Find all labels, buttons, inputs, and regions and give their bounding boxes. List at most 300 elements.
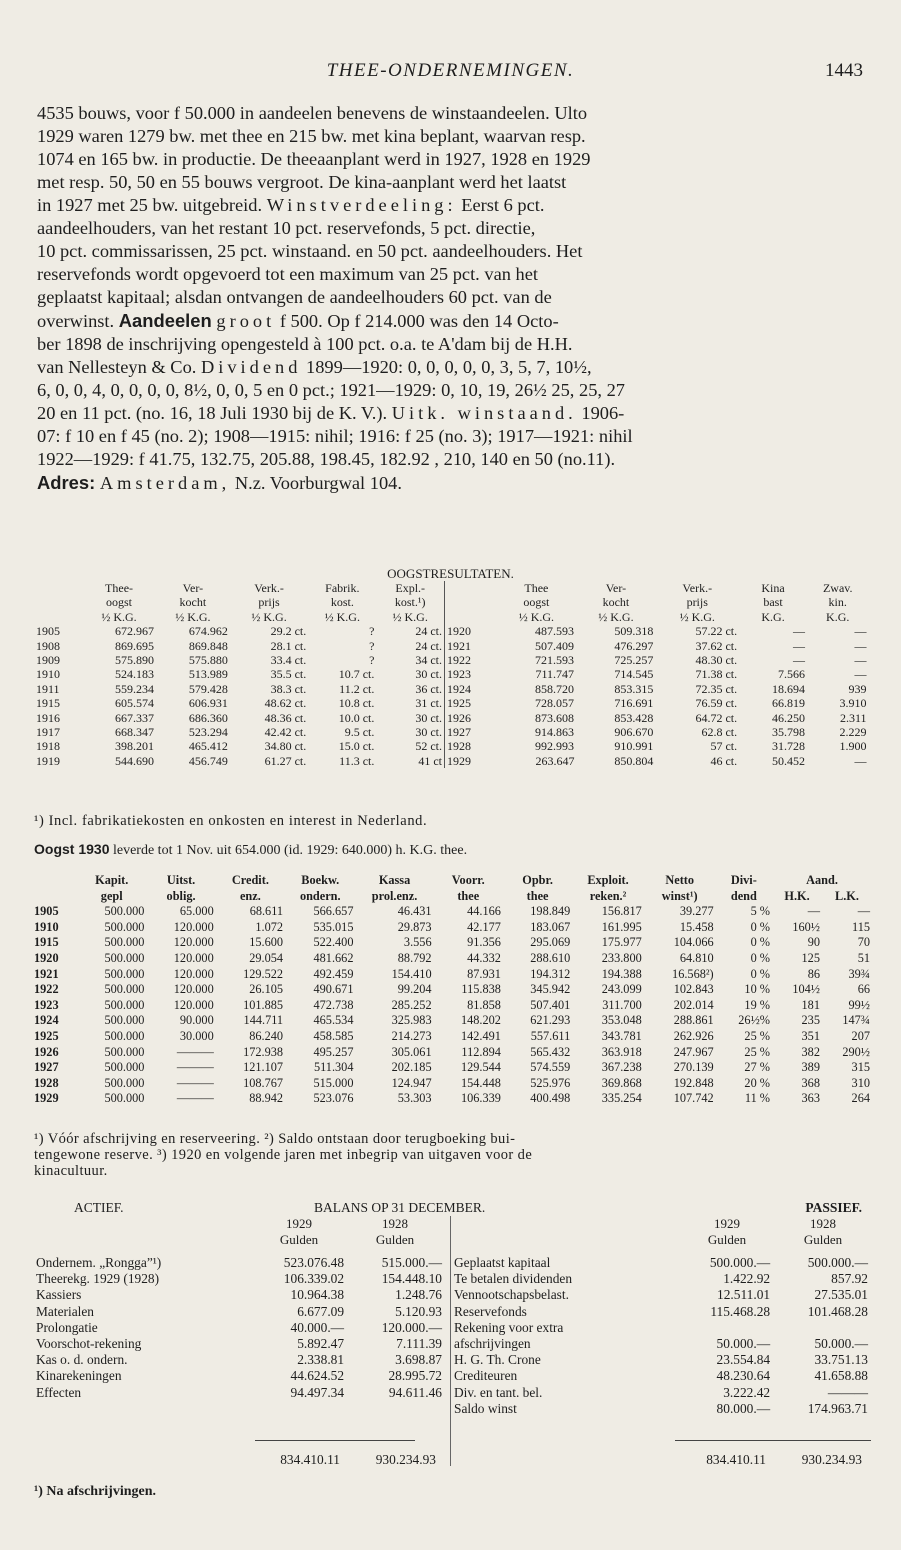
balance-value-1929: 115.468.28 <box>710 1303 771 1319</box>
text-run: van Nellesteyn & Co. <box>37 357 197 377</box>
value-cell: 0 % <box>750 935 771 950</box>
value-cell: 10 % <box>744 982 771 997</box>
value-cell: 57.22 ct. <box>695 624 738 639</box>
table-header-row <box>34 581 444 595</box>
value-cell: 107.742 <box>673 1091 714 1106</box>
header-cell: prijs <box>686 595 708 610</box>
value-cell: 263.647 <box>535 753 575 768</box>
passief-label: PASSIEF. <box>805 1200 862 1215</box>
value-cell: 30 ct. <box>415 667 442 682</box>
balance-label: Crediteuren <box>454 1368 518 1384</box>
value-cell: 88.942 <box>249 1091 284 1106</box>
value-cell: 46.250 <box>771 710 805 725</box>
table-row <box>445 696 869 710</box>
value-cell: 90 <box>807 935 820 950</box>
balance-value-1928: 174.963.71 <box>807 1400 868 1416</box>
year-cell <box>34 595 82 609</box>
header-cell: K.G. <box>826 609 850 624</box>
year-cell: 1910 <box>36 667 60 682</box>
header-cell: kost.¹) <box>394 595 426 610</box>
value-cell: 1.900 <box>839 739 867 754</box>
value-cell: — <box>854 653 867 668</box>
balance-row <box>452 1401 870 1417</box>
table-header-row <box>445 610 869 624</box>
value-cell: 154.410 <box>391 966 432 981</box>
text-line: 1922—1929: f 41.75, 132.75, 205.88, 198.45, 182.92 , 210, 140 en 50 (no.11). <box>37 449 616 469</box>
value-cell: 910.991 <box>614 739 654 754</box>
value-cell: 129.544 <box>460 1060 501 1075</box>
financial-notes <box>34 1131 868 1179</box>
value-cell: 15.600 <box>249 935 284 950</box>
value-cell: 38.3 ct. <box>270 681 307 696</box>
balance-label: H. G. Th. Crone <box>454 1352 541 1368</box>
balance-value-1928: 120.000.— <box>381 1319 442 1335</box>
value-cell: 48.30 ct. <box>695 653 738 668</box>
text-run: 20 en 11 pct. (no. 16, 18 Juli 1930 bij de K. V.). <box>37 403 388 423</box>
value-cell: — <box>854 753 867 768</box>
value-cell: 10.7 ct. <box>338 667 375 682</box>
value-cell: 161.995 <box>601 919 642 934</box>
text-line: met resp. 50, 50 en 55 bouws vergroot. De kina-aanplant werd het laatst <box>37 172 567 192</box>
value-cell: — <box>807 904 820 919</box>
balance-row <box>34 1352 444 1368</box>
year-cell <box>445 610 497 624</box>
company-description <box>37 102 867 495</box>
value-cell: 524.183 <box>114 667 154 682</box>
header-cell: kost. <box>330 595 354 610</box>
value-cell: 906.670 <box>614 725 654 740</box>
balance-value-1929: 94.497.34 <box>290 1384 345 1400</box>
value-cell: 621.293 <box>530 1013 571 1028</box>
year-cell: 1926 <box>34 1044 59 1059</box>
balance-label: Materialen <box>36 1303 94 1319</box>
value-cell: 500.000 <box>104 904 145 919</box>
value-cell: 575.890 <box>114 653 154 668</box>
table-row <box>32 1029 872 1045</box>
value-cell: 472.738 <box>313 997 354 1012</box>
value-cell: 148.202 <box>460 1013 501 1028</box>
value-cell: 295.069 <box>530 935 571 950</box>
table-row <box>32 904 872 920</box>
text-line <box>37 402 867 425</box>
value-cell: 115 <box>852 919 870 934</box>
balance-value-1928: 27.535.01 <box>814 1287 868 1303</box>
value-cell: 858.720 <box>535 681 575 696</box>
header-cell: Zwav. <box>822 581 853 595</box>
value-cell: 11 % <box>744 1091 771 1106</box>
balance-value-1928: 50.000.— <box>814 1336 868 1352</box>
value-cell: 70 <box>857 935 870 950</box>
table-row <box>445 725 869 739</box>
page-header <box>0 58 901 88</box>
year-cell <box>32 889 77 905</box>
value-cell: 35.798 <box>771 725 805 740</box>
value-cell: 481.662 <box>313 950 354 965</box>
value-cell: 325.983 <box>391 1013 432 1028</box>
value-cell: 495.257 <box>313 1044 354 1059</box>
unit-label: Gulden <box>707 1232 747 1247</box>
value-cell: 115.838 <box>461 982 501 997</box>
value-cell: 869.848 <box>188 638 228 653</box>
balance-value-1928: 101.468.28 <box>807 1303 868 1319</box>
value-cell: 160½ <box>792 919 820 934</box>
header-cell: Boekw. <box>301 873 340 887</box>
value-cell: 91.356 <box>467 935 501 950</box>
value-cell: 41 ct <box>418 753 442 768</box>
year-cell: 1915 <box>36 696 60 711</box>
value-cell: 26½% <box>738 1013 771 1028</box>
text-line <box>37 194 867 217</box>
value-cell: 233.800 <box>601 950 642 965</box>
table-row <box>32 982 872 998</box>
value-cell: 71.38 ct. <box>695 667 738 682</box>
balance-value-1929: 2.338.81 <box>297 1352 345 1368</box>
balance-row <box>34 1304 444 1320</box>
value-cell: 500.000 <box>104 1060 145 1075</box>
table-row <box>34 624 444 638</box>
text-line: 10 pct. commissarissen, 25 pct. winstaand. en 50 pct. aandeelhouders. Het <box>37 241 583 261</box>
text-line <box>37 356 867 379</box>
value-cell: 674.962 <box>188 624 228 639</box>
value-cell: 11.2 ct. <box>339 681 375 696</box>
table-header-row <box>445 581 869 595</box>
value-cell: — <box>854 638 867 653</box>
value-cell: 398.201 <box>114 739 154 754</box>
value-cell: 10.0 ct. <box>338 710 375 725</box>
table-row <box>32 967 872 983</box>
table-row <box>34 739 444 753</box>
financial-table <box>32 873 872 1107</box>
address-line <box>37 471 867 495</box>
balance-row <box>34 1320 444 1336</box>
value-cell: 120.000 <box>173 997 214 1012</box>
value-cell: 50.452 <box>771 753 805 768</box>
value-cell: 64.72 ct. <box>695 710 738 725</box>
balance-row <box>34 1287 444 1303</box>
value-cell: 3.556 <box>403 935 432 950</box>
value-cell: 29.2 ct. <box>270 624 307 639</box>
value-cell: 62.8 ct. <box>701 725 738 740</box>
header-cell: Expl.- <box>395 581 426 595</box>
value-cell: 456.749 <box>188 753 228 768</box>
header-cell: enz. <box>239 888 261 903</box>
value-cell: 61.27 ct. <box>264 753 307 768</box>
value-cell: 243.099 <box>601 982 642 997</box>
text-line: 4535 bouws, voor f 50.000 in aandeelen benevens de winstaandeelen. Ulto <box>37 103 588 123</box>
note-line: kinacultuur. <box>34 1163 108 1179</box>
value-cell: 29.054 <box>249 950 284 965</box>
value-cell: 154.448 <box>460 1075 501 1090</box>
value-cell: 11.3 ct. <box>339 753 375 768</box>
header-cell: ½ K.G. <box>251 609 287 624</box>
text-run: 1906- <box>581 403 625 423</box>
header-cell: prol.enz. <box>371 888 418 903</box>
table-header-row <box>32 889 872 905</box>
text-run: in 1927 met 25 bw. uitgebreid. <box>37 195 263 215</box>
year-cell: 1910 <box>34 919 59 934</box>
balance-row <box>452 1320 870 1336</box>
balance-label: Kas o. d. ondern. <box>36 1352 128 1368</box>
balance-value-1929: 500.000.— <box>709 1255 771 1270</box>
balance-row <box>452 1336 870 1352</box>
value-cell: 90.000 <box>179 1013 214 1028</box>
value-cell: 511.304 <box>313 1060 354 1075</box>
value-cell: 667.337 <box>114 710 154 725</box>
balance-label: Saldo winst <box>454 1400 517 1416</box>
value-cell: 24 ct. <box>415 638 442 653</box>
value-cell: 270.139 <box>673 1060 714 1075</box>
note-line: ¹) Vóór afschrijving en reserveering. ²) Saldo ontstaan door terugboeking bui- <box>34 1131 516 1147</box>
balance-label: Vennootschapsbelast. <box>454 1287 569 1303</box>
value-cell: 873.608 <box>535 710 575 725</box>
header-cell: Thee <box>524 581 549 595</box>
balance-value-1929: 3.222.42 <box>723 1384 771 1400</box>
balance-value-1929: 40.000.— <box>290 1319 345 1335</box>
header-cell: kin. <box>828 595 847 610</box>
header-cell: ½ K.G. <box>101 609 137 624</box>
balance-value-1928: 41.658.88 <box>814 1368 868 1384</box>
header-cell: ½ K.G. <box>598 609 634 624</box>
balance-value-1929: 44.624.52 <box>290 1368 345 1384</box>
value-cell: 285.252 <box>391 997 432 1012</box>
value-cell: 368 <box>801 1075 820 1090</box>
value-cell: 262.926 <box>673 1028 714 1043</box>
value-cell: ——— <box>176 1044 214 1059</box>
balance-value-1929: 6.677.09 <box>297 1303 345 1319</box>
balance-value-1928: 154.448.10 <box>381 1271 442 1287</box>
value-cell: — <box>792 638 805 653</box>
header-cell: Credit. <box>231 873 269 887</box>
value-cell: 24 ct. <box>415 624 442 639</box>
value-cell: ? <box>369 638 375 653</box>
header-cell: Opbr. <box>522 873 553 887</box>
value-cell: 86 <box>807 966 820 981</box>
balance-row <box>34 1255 444 1271</box>
value-cell: ——— <box>176 1091 214 1106</box>
value-cell: 914.863 <box>535 725 575 740</box>
value-cell: 16.568²) <box>672 966 714 981</box>
table-row <box>34 682 444 696</box>
value-cell: 33.4 ct. <box>270 653 307 668</box>
header-cell: oogst <box>106 595 133 610</box>
value-cell: 102.843 <box>673 982 714 997</box>
value-cell: 565.432 <box>530 1044 571 1059</box>
header-cell: Uitst. <box>166 873 196 887</box>
value-cell: 20 % <box>744 1075 771 1090</box>
text-line: 1929 waren 1279 bw. met thee en 215 bw. met kina beplant, waarvan resp. <box>37 126 586 146</box>
balance-value-1928: 94.611.46 <box>388 1384 442 1400</box>
value-cell: 389 <box>801 1060 820 1075</box>
year-cell: 1918 <box>36 739 60 754</box>
oogst-1930 <box>34 841 467 859</box>
value-cell: 30.000 <box>179 1028 214 1043</box>
value-cell: 522.400 <box>313 935 354 950</box>
table-row <box>445 739 869 753</box>
oogst-right-table <box>444 581 869 768</box>
oogst-title: OOGSTRESULTATEN. <box>387 566 514 581</box>
text-run: 1899—1920: 0, 0, 0, 0, 0, 3, 5, 7, 10½, <box>306 357 592 377</box>
year-cell: 1921 <box>445 639 497 653</box>
value-cell: 247.967 <box>673 1044 714 1059</box>
text-run: overwinst. <box>37 311 115 331</box>
total-actief-1928: 930.234.93 <box>375 1452 436 1467</box>
actief-label: ACTIEF. <box>74 1200 124 1215</box>
value-cell: 345.942 <box>530 982 571 997</box>
balance-value-1928: 1.248.76 <box>395 1287 442 1303</box>
header-cell: ½ K.G. <box>175 609 211 624</box>
table-row <box>32 920 872 936</box>
value-cell: 120.000 <box>173 919 214 934</box>
value-cell: — <box>792 624 805 639</box>
year-cell: 1923 <box>34 997 59 1012</box>
value-cell: 30 ct. <box>415 710 442 725</box>
balance-label: Effecten <box>36 1384 82 1400</box>
year-1928-passief: 1928 <box>810 1216 836 1231</box>
value-cell: 513.989 <box>188 667 228 682</box>
value-cell: 37.62 ct. <box>695 638 738 653</box>
value-cell: 500.000 <box>104 966 145 981</box>
value-cell: 51 <box>857 950 870 965</box>
header-cell: thee <box>526 888 549 903</box>
year-cell: 1927 <box>34 1060 59 1075</box>
year-cell: 1928 <box>445 739 497 753</box>
value-cell: 15.458 <box>679 919 714 934</box>
year-cell: 1911 <box>36 681 60 696</box>
value-cell: — <box>857 904 870 919</box>
header-cell: Aand. <box>806 873 838 887</box>
value-cell: 711.747 <box>535 667 575 682</box>
balance-label: Te betalen dividenden <box>454 1271 573 1287</box>
balance-label: Prolongatie <box>36 1319 98 1335</box>
value-cell: 507.401 <box>530 997 571 1012</box>
balance-value-1928: 28.995.72 <box>388 1368 442 1384</box>
value-cell: 869.695 <box>114 638 154 653</box>
value-cell: 87.931 <box>467 966 501 981</box>
header-cell: Divi- <box>730 873 757 887</box>
totals-rules <box>255 1440 871 1442</box>
year-cell: 1928 <box>34 1075 59 1090</box>
balance-value-1929: 50.000.— <box>716 1336 771 1352</box>
balance-value-1929 <box>680 1320 772 1336</box>
value-cell: 214.273 <box>391 1028 432 1043</box>
value-cell: 2.229 <box>839 725 867 740</box>
value-cell: 101.885 <box>243 997 284 1012</box>
value-cell: 28.1 ct. <box>270 638 307 653</box>
value-cell: 353.048 <box>601 1013 642 1028</box>
table-row <box>445 711 869 725</box>
value-cell: 721.593 <box>535 653 575 668</box>
value-cell: 853.315 <box>614 681 654 696</box>
value-cell: 500.000 <box>104 1028 145 1043</box>
value-cell: 46.431 <box>397 904 432 919</box>
value-cell: 76.59 ct. <box>695 696 738 711</box>
table-row <box>34 653 444 667</box>
year-cell: 1920 <box>445 624 497 638</box>
value-cell: 120.000 <box>173 982 214 997</box>
value-cell: 490.671 <box>313 982 354 997</box>
value-cell: 500.000 <box>104 1075 145 1090</box>
value-cell: 476.297 <box>614 638 654 653</box>
value-cell: 853.428 <box>614 710 654 725</box>
balance-row <box>452 1385 870 1401</box>
value-cell: 42.177 <box>467 919 501 934</box>
text-line: 07: f 10 en f 45 (no. 2); 1908—1915: nihil; 1916: f 25 (no. 3); 1917—1921: nihil <box>37 426 633 446</box>
value-cell: 400.498 <box>530 1091 571 1106</box>
balance-label: afschrijvingen <box>454 1336 531 1352</box>
text-run: Eerst 6 pct. <box>461 195 545 215</box>
header-cell: ½ K.G. <box>518 609 555 624</box>
table-header-row <box>445 595 869 609</box>
value-cell: 566.657 <box>313 904 354 919</box>
winstverdeeling-label: Winstverdeeling: <box>266 195 457 215</box>
value-cell: 124.947 <box>391 1075 432 1090</box>
table-row <box>32 935 872 951</box>
table-row <box>445 754 869 768</box>
value-cell: 202.185 <box>391 1060 432 1075</box>
year-cell: 1925 <box>34 1028 59 1043</box>
balance-row <box>452 1304 870 1320</box>
balance-value-1929: 12.511.01 <box>717 1287 771 1303</box>
actief-table <box>34 1255 444 1401</box>
value-cell: 507.409 <box>535 638 575 653</box>
value-cell: 716.691 <box>614 696 654 711</box>
value-cell: 112.894 <box>461 1044 501 1059</box>
value-cell: 99.204 <box>397 982 432 997</box>
value-cell: 120.000 <box>173 966 214 981</box>
value-cell: 9.5 ct. <box>344 725 375 740</box>
value-cell: 144.711 <box>243 1013 284 1028</box>
table-row <box>34 696 444 710</box>
table-row <box>445 682 869 696</box>
year-cell: 1926 <box>445 711 497 725</box>
year-cell: 1924 <box>34 1013 59 1028</box>
year-cell: 1909 <box>36 653 60 668</box>
value-cell: 147¾ <box>842 1013 870 1028</box>
value-cell: 939 <box>848 681 867 696</box>
value-cell: 290½ <box>842 1044 870 1059</box>
balance-value-1928: 7.111.39 <box>396 1336 442 1352</box>
table-row <box>32 1045 872 1061</box>
value-cell: 311.700 <box>602 997 642 1012</box>
header-cell: ½ K.G. <box>679 609 715 624</box>
text-line: 6, 0, 0, 4, 0, 0, 0, 0, 8½, 0, 0, 5 en 0 pct.; 1921—1929: 0, 10, 19, 26½ 25, 25, 27 <box>37 380 625 400</box>
value-cell: 52 ct. <box>415 739 442 754</box>
value-cell: 465.412 <box>188 739 228 754</box>
value-cell: 382 <box>801 1044 820 1059</box>
balance-value-1928: 515.000.— <box>381 1255 442 1270</box>
value-cell: 207 <box>851 1028 870 1043</box>
balance-value-1929: 80.000.— <box>716 1400 771 1416</box>
year-1929-passief: 1929 <box>714 1216 740 1231</box>
value-cell: — <box>854 624 867 639</box>
value-cell: 120.000 <box>173 950 214 965</box>
value-cell: 39¾ <box>848 966 870 981</box>
balance-row <box>452 1287 870 1303</box>
value-cell: 194.312 <box>530 966 571 981</box>
value-cell: 288.610 <box>530 950 571 965</box>
value-cell: 2.311 <box>839 710 867 725</box>
header-cell: H.K. <box>784 888 810 903</box>
balance-value-1929: 523.076.48 <box>283 1255 345 1270</box>
value-cell: 175.977 <box>601 935 642 950</box>
oogst-footnote: ¹) Incl. fabrikatiekosten en onkosten en interest in Nederland. <box>34 813 428 829</box>
year-cell: 1919 <box>36 753 60 768</box>
value-cell: — <box>792 653 805 668</box>
balance-value-1928: ——— <box>827 1384 868 1400</box>
page-title: THEE-ONDERNEMINGEN. <box>326 60 575 81</box>
balance-label: Div. en tant. bel. <box>454 1384 543 1400</box>
value-cell: 559.234 <box>114 681 154 696</box>
